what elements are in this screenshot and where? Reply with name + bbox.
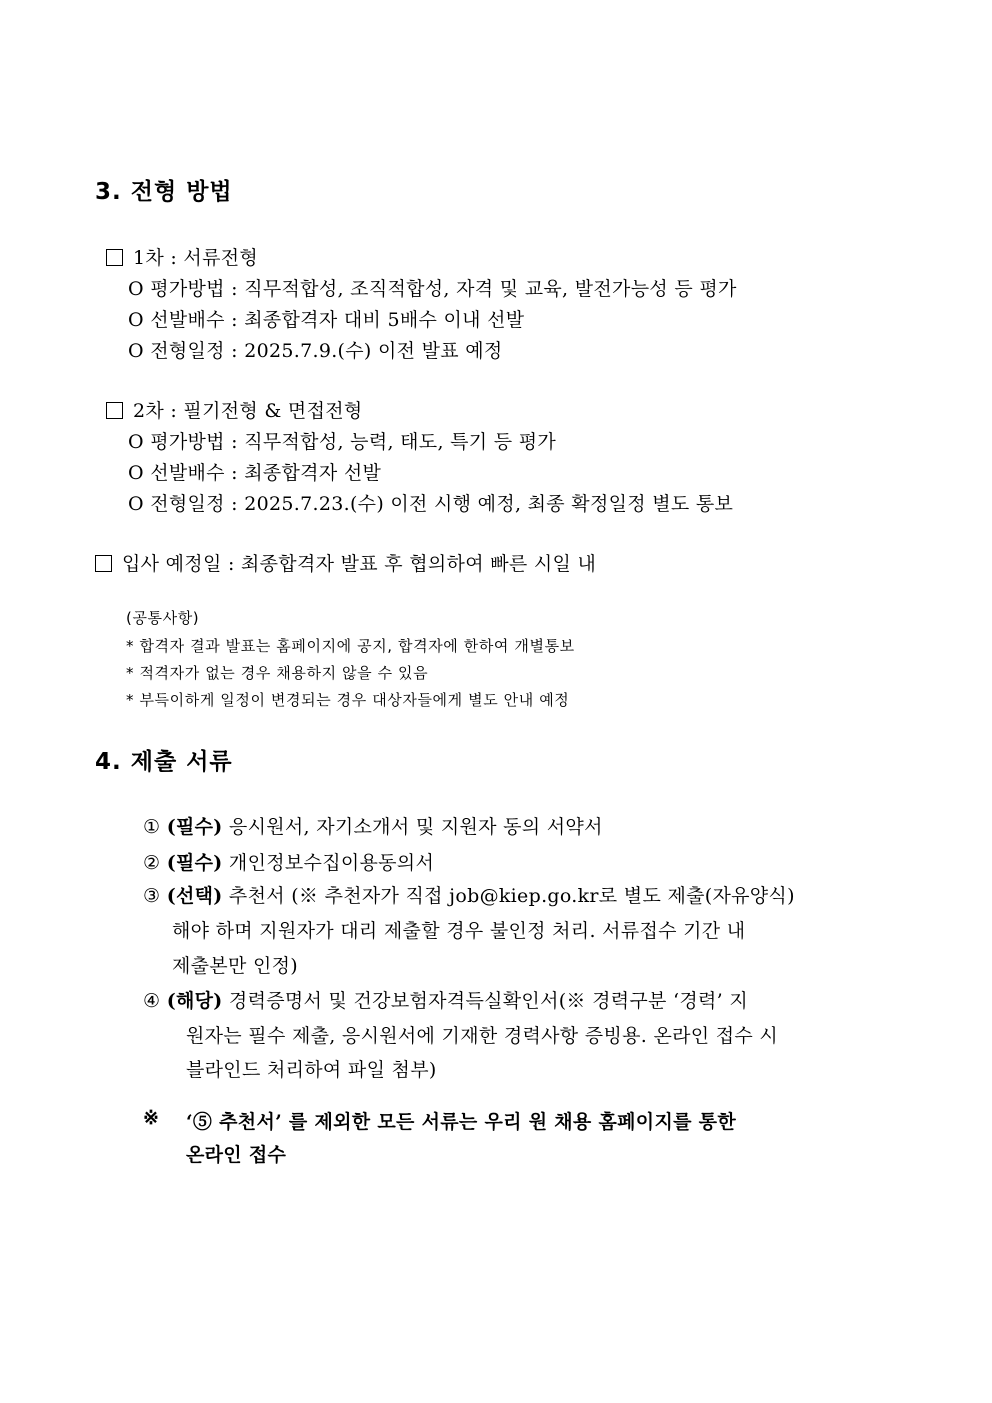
document-item-continued: 해야 하며 지원자가 대리 제출할 경우 불인정 처리. 서류접수 기간 내 <box>172 920 746 942</box>
stage-2-item: O 평가방법 : 직무적합성, 능력, 태도, 특기 등 평가 <box>128 431 557 453</box>
checkbox-square-icon <box>106 249 123 266</box>
checkbox-square-icon <box>106 402 123 419</box>
stage-1-heading: 1차 : 서류전형 <box>106 243 258 270</box>
stage-2-heading: 2차 : 필기전형 & 면접전형 <box>106 396 363 423</box>
submission-note: ‘⑤ 추천서’ 를 제외한 모든 서류는 우리 원 채용 홈페이지를 통한 <box>186 1111 736 1133</box>
document-item: ② (필수) 개인정보수집이용동의서 <box>143 852 435 874</box>
section-3-title: 3. 전형 방법 <box>95 179 233 205</box>
stage-1-item: O 전형일정 : 2025.7.9.(수) 이전 발표 예정 <box>128 340 503 362</box>
stage-2-item: O 전형일정 : 2025.7.23.(수) 이전 시행 예정, 최종 확정일정 별도 통보 <box>128 493 734 515</box>
document-item-continued: 원자는 필수 제출, 응시원서에 기재한 경력사항 증빙용. 온라인 접수 시 <box>186 1025 779 1047</box>
submission-note: 온라인 접수 <box>186 1144 287 1166</box>
common-note: * 적격자가 없는 경우 채용하지 않을 수 있음 <box>126 664 429 682</box>
common-notes-title: (공통사항) <box>126 609 200 627</box>
stage-2-item: O 선발배수 : 최종합격자 선발 <box>128 462 382 484</box>
document-item: ③ (선택) 추천서 (※ 추천자가 직접 job@kiep.go.kr로 별도 제출(자유양식) <box>143 885 795 907</box>
document-item-continued: 블라인드 처리하여 파일 첨부) <box>186 1059 437 1081</box>
reference-mark-icon: ※ <box>143 1107 160 1129</box>
checkbox-square-icon <box>95 555 112 572</box>
stage-1-item: O 평가방법 : 직무적합성, 조직적합성, 자격 및 교육, 발전가능성 등 평가 <box>128 278 737 300</box>
document-item: ① (필수) 응시원서, 자기소개서 및 지원자 동의 서약서 <box>143 816 603 838</box>
common-note: * 합격자 결과 발표는 홈페이지에 공지, 합격자에 한하여 개별통보 <box>126 637 575 655</box>
section-4-title: 4. 제출 서류 <box>95 749 233 775</box>
document-item-continued: 제출본만 인정) <box>172 955 298 977</box>
stage-1-item: O 선발배수 : 최종합격자 대비 5배수 이내 선발 <box>128 309 525 331</box>
common-note: * 부득이하게 일정이 변경되는 경우 대상자들에게 별도 안내 예정 <box>126 691 570 709</box>
start-date-line: 입사 예정일 : 최종합격자 발표 후 협의하여 빠른 시일 내 <box>95 549 596 576</box>
document-item: ④ (해당) 경력증명서 및 건강보험자격득실확인서(※ 경력구분 ‘경력’ 지 <box>143 990 749 1012</box>
